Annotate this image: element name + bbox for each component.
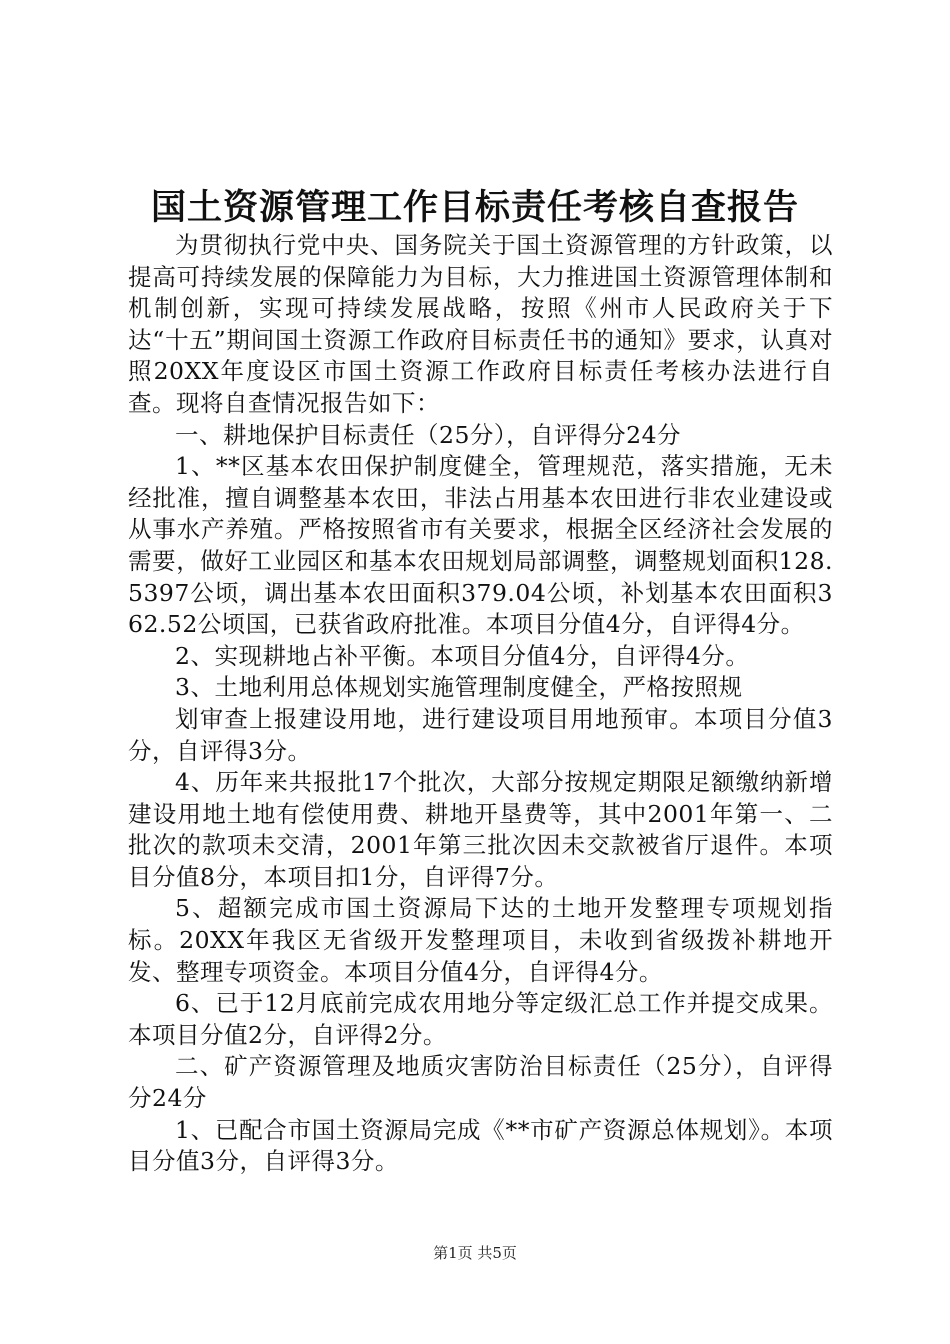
intro-paragraph: 为贯彻执行党中央、国务院关于国土资源管理的方针政策，以提高可持续发展的保障能力为目标，大力推进国土资源管理体制和机制创新，实现可持续发展战略，按照《州市人民政府关于下达“十五”期间国土资源工作政府目标责任书的通知》要求，认真对照20XX年度设区市国土资源工作政府目标责任考核办法进行自查。现将自查情况报告如下： <box>128 231 833 417</box>
item-paragraph-5: 5、超额完成市国土资源局下达的土地开发整理专项规划指标。20XX年我区无省级开发整理项目，未收到省级拨补耕地开发、整理专项资金。本项目分值4分，自评得4分。 <box>128 894 833 986</box>
item-paragraph-2: 2、实现耕地占补平衡。本项目分值4分，自评得4分。 <box>175 641 750 670</box>
document-body <box>128 230 833 1178</box>
section-heading-farmland: 一、耕地保护目标责任（25分），自评得分24分 <box>175 420 682 449</box>
page-footer: 第1页 共5页 <box>433 1244 517 1262</box>
item-paragraph-3: 3、土地利用总体规划实施管理制度健全，严格按照规 <box>175 673 743 702</box>
item-paragraph-3-continued: 划审查上报建设用地，进行建设项目用地预审。本项目分值3分，自评得3分。 <box>128 704 833 765</box>
document-title: 国土资源管理工作目标责任考核自查报告 <box>150 188 799 228</box>
item-paragraph-6: 6、已于12月底前完成农用地分等定级汇总工作并提交成果。本项目分值2分，自评得2分。 <box>128 989 833 1049</box>
section-heading-minerals: 二、矿产资源管理及地质灾害防治目标责任（25分），自评得分24分 <box>128 1052 833 1113</box>
item-paragraph-4: 4、历年来共报批17个批次，大部分按规定期限足额缴纳新增建设用地土地有偿使用费、耕地开垦费等，其中2001年第一、二批次的款项未交清，2001年第三批次因未交款被省厅退件。本项目分值8分，本项目扣1分，自评得7分。 <box>128 768 833 891</box>
item-paragraph-1: 1、**区基本农田保护制度健全，管理规范，落实措施，无未经批准，擅自调整基本农田，非法占用基本农田进行非农业建设或从事水产养殖。严格按照省市有关要求，根据全区经济社会发展的需要，做好工业园区和基本农田规划局部调整，调整规划面积128.5397公顷，调出基本农田面积379.04公顷，补划基本农田面积362.52公顷国，已获省政府批准。本项目分值4分，自评得4分。 <box>128 452 833 639</box>
minerals-item-paragraph-1: 1、已配合市国土资源局完成《**市矿产资源总体规划》。本项目分值3分，自评得3分。 <box>128 1115 833 1176</box>
